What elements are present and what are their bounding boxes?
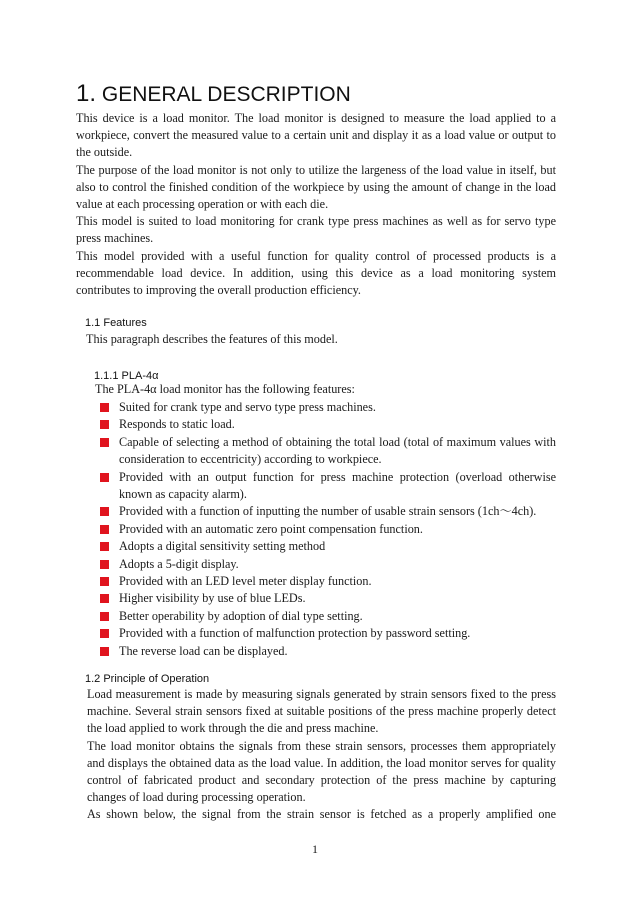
bullet-square-icon <box>100 403 109 412</box>
chapter-title: GENERAL DESCRIPTION <box>101 83 351 106</box>
features-description: This paragraph describes the features of this model. <box>86 332 338 346</box>
bullet-square-icon <box>100 507 109 516</box>
feature-item: Adopts a digital sensitivity setting method <box>100 538 556 555</box>
section-heading-features: 1.1 Features <box>85 317 147 329</box>
feature-item: Provided with an LED level meter display function. <box>100 573 556 590</box>
bullet-square-icon <box>100 647 109 656</box>
chapter-intro <box>76 110 556 299</box>
feature-item: The reverse load can be displayed. <box>100 643 556 660</box>
section-heading-principle: 1.2 Principle of Operation <box>85 673 210 685</box>
principle-paragraph: As shown below, the signal from the strain sensor is fetched as a properly amplified one <box>87 807 556 822</box>
principle-paragraph: The load monitor obtains the signals from these strain sensors, processes them appropriately and displays the obtained data as the load value. In addition, the load monitor serves for quality control of fabricated product and secondary protection of the press machine by capturing changes of load during processing operation. <box>87 738 556 805</box>
feature-item: Capable of selecting a method of obtaining the total load (total of maximum values with consideration to eccentricity) according to workpiece. <box>100 434 556 469</box>
feature-item: Provided with a function of inputting the number of usable strain sensors (1ch～4ch). <box>100 503 556 520</box>
bullet-square-icon <box>100 420 109 429</box>
feature-item: Higher visibility by use of blue LEDs. <box>100 590 556 607</box>
feature-item: Provided with an output function for press machine protection (overload otherwise known as capacity alarm). <box>100 469 556 504</box>
page-number: 1 <box>312 842 318 856</box>
bullet-square-icon <box>100 560 109 569</box>
principle-paragraph: Load measurement is made by measuring signals generated by strain sensors fixed to the press machine. Several strain sensors fixed at suitable positions of the press machine properly detect the load applied to work through the die and press machine. <box>87 687 556 736</box>
intro-paragraph: This model provided with a useful function for quality control of processed products is a recommendable load device. In addition, using this device as a load monitoring system contributes to improving the overall production efficiency. <box>76 248 556 298</box>
subsection-heading-pla4a: 1.1.1 PLA-4α <box>94 370 159 382</box>
features-intro: The PLA-4α load monitor has the following features: <box>95 382 355 396</box>
feature-item: Adopts a 5-digit display. <box>100 556 556 573</box>
bullet-square-icon <box>100 473 109 482</box>
intro-paragraph: The purpose of the load monitor is not only to utilize the largeness of the load value in itself, but also to control the finished condition of the workpiece by using the amount of change in the load value at each processing operation or with each die. <box>76 162 556 212</box>
feature-item: Provided with a function of malfunction protection by password setting. <box>100 625 556 642</box>
feature-list <box>100 399 556 660</box>
feature-item: Suited for crank type and servo type press machines. <box>100 399 556 416</box>
bullet-square-icon <box>100 594 109 603</box>
feature-item: Better operability by adoption of dial type setting. <box>100 608 556 625</box>
bullet-square-icon <box>100 612 109 621</box>
bullet-square-icon <box>100 438 109 447</box>
chapter-number: 1. <box>76 80 97 107</box>
bullet-square-icon <box>100 525 109 534</box>
bullet-square-icon <box>100 629 109 638</box>
intro-paragraph: This model is suited to load monitoring for crank type press machines as well as for servo type press machines. <box>76 214 556 246</box>
principle-body <box>87 686 556 824</box>
bullet-square-icon <box>100 542 109 551</box>
feature-item: Responds to static load. <box>100 416 556 433</box>
bullet-square-icon <box>100 577 109 586</box>
feature-item: Provided with an automatic zero point compensation function. <box>100 521 556 538</box>
chapter-heading <box>76 80 351 109</box>
intro-paragraph: This device is a load monitor. The load monitor is designed to measure the load applied to a workpiece, convert the measured value to a certain unit and display it as a load value or output to the outside. <box>76 111 556 160</box>
